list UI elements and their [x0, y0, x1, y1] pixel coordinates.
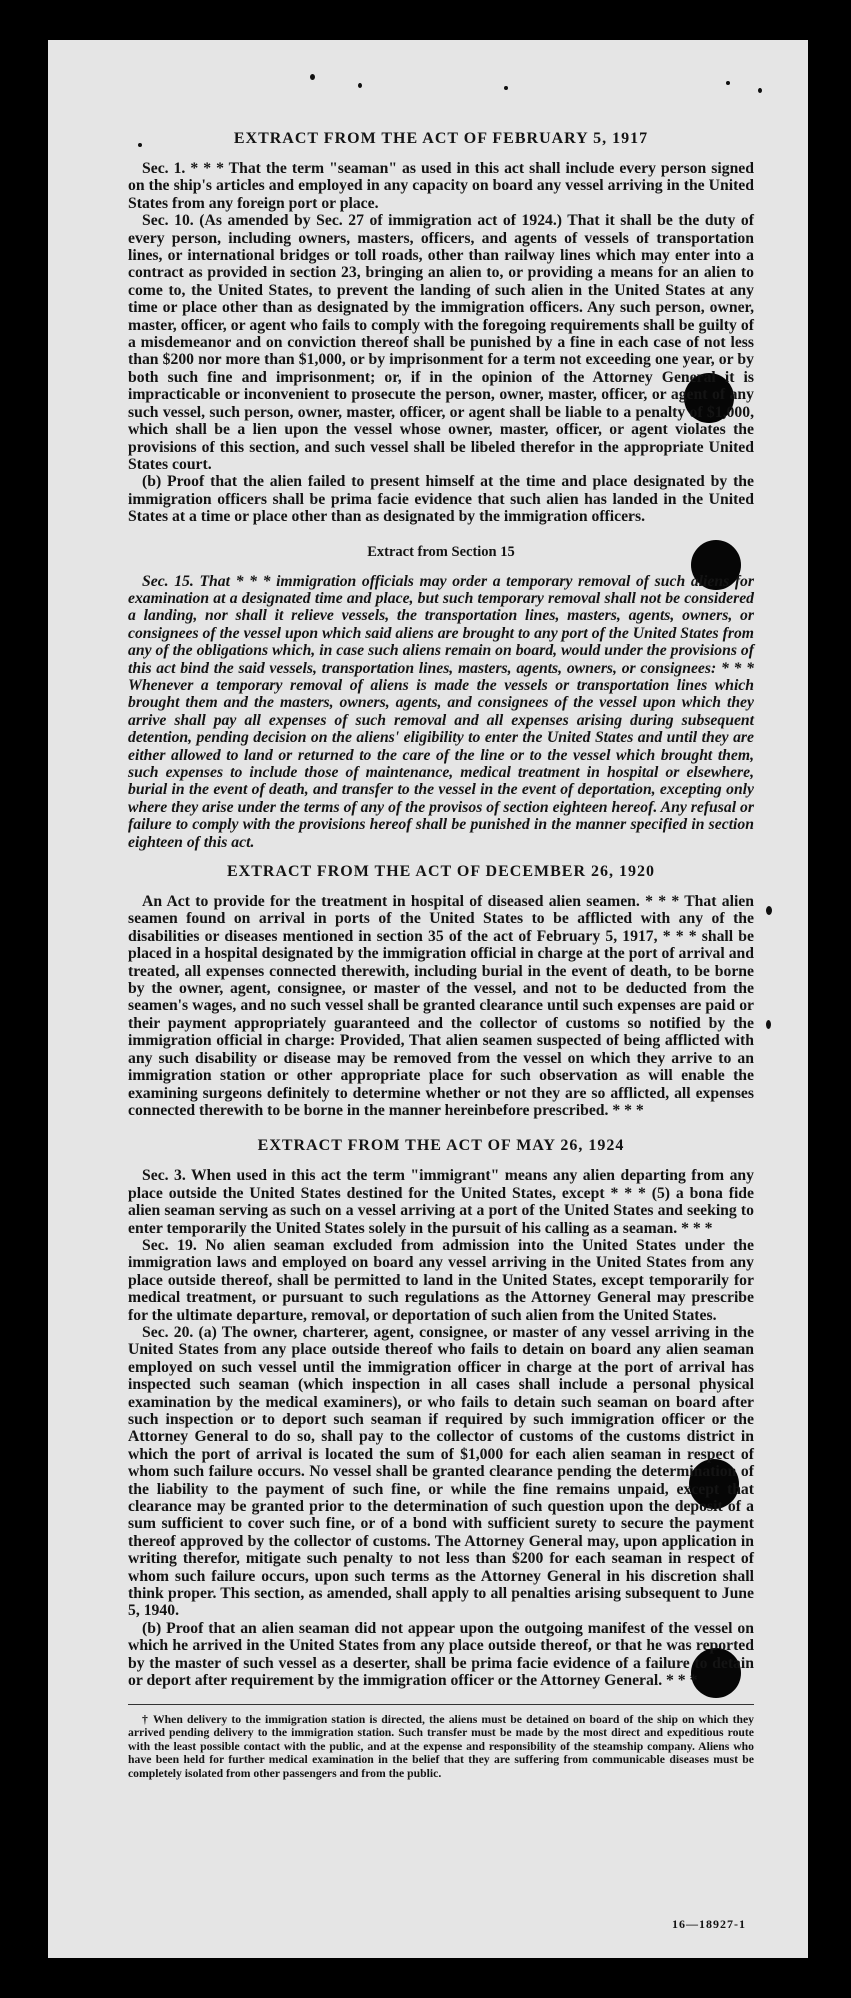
paragraph-sec-19: Sec. 19. No alien seaman excluded from admission into the United States under the immigration laws and employed on board any vessel arriving in the United States from any place outside thereof, shall be permitted to land in the United States, except temporarily for medical treatment, or pursuant to such regulations as the Attorney General may prescribe for the ultimate departure, removal, or deportation of such alien from the United States. — [128, 1236, 754, 1324]
paragraph-sec-1: Sec. 1. * * * That the term "seaman" as used in this act shall include every person signed on the ship's articles and employed in any capacity on board any vessel arriving in the United States from any foreign port or place. — [128, 160, 754, 212]
footnote-divider — [128, 1704, 754, 1705]
paragraph-sec-3: Sec. 3. When used in this act the term "immigrant" means any alien departing from any place outside the United States destined for the United States, except * * * (5) a bona fide alien seaman serving as such on a vessel arriving at a port of the United States and seeking to enter temporarily the United States solely in the pursuit of his calling as a seaman. * * * — [128, 1167, 754, 1237]
ink-speck — [358, 83, 362, 88]
ink-speck — [766, 906, 772, 915]
paragraph-sec-10: Sec. 10. (As amended by Sec. 27 of immigration act of 1924.) That it shall be the duty of every person, including owners, masters, officers, and agents of vessels of transportation lines, or international bridges or toll roads, other than railway lines which may enter into a contract as provided in section 23, bringing an alien to, or providing a means for an alien to come to, the United States, to prevent the landing of such alien in the United States at any time or place other than as designated by the immigration officers. Any such person, owner, master, officer, or agent who fails to comply with the foregoing requirements shall be guilty of a misdemeanor and on conviction thereof shall be punished by a fine in each case of not less than $200 nor more than $1,000, or by imprisonment for a term not exceeding one year, or by both such fine and imprisonment; or, if in the opinion of the Attorney General it is impracticable or inconvenient to prosecute the person, owner, master, officer, or agent of any such vessel, such person, owner, master, officer, or agent shall be liable to a penalty of $1,000, which shall be a lien upon the vessel whose owner, master, officer, or agent violates the provisions of this section, and such vessel shall be libeled therefor in the appropriate United States court. — [128, 212, 754, 473]
heading-act-1920: EXTRACT FROM THE ACT OF DECEMBER 26, 1920 — [226, 863, 655, 881]
heading-act-1924: EXTRACT FROM THE ACT OF MAY 26, 1924 — [257, 1137, 625, 1155]
ink-speck — [504, 86, 508, 90]
document-page — [48, 40, 808, 1958]
document-body — [128, 130, 754, 1780]
paragraph-sec-20-b: (b) Proof that an alien seaman did not appear upon the outgoing manifest of the vessel on which he arrived in the United States from any place outside thereof, or that he was reported by the master of such vessel as a deserter, shall be prima facie evidence of a failure to detain or deport after requirement by the immigration officer or the Attorney General. * * * — [128, 1619, 754, 1690]
ink-speck — [310, 74, 315, 80]
heading-act-1917: EXTRACT FROM THE ACT OF FEBRUARY 5, 1917 — [233, 130, 649, 147]
ink-speck — [758, 88, 762, 93]
paragraph-sec-20-a: Sec. 20. (a) The owner, charterer, agent, consignee, or master of any vessel arriving in the United States from any place outside thereof who fails to detain on board any alien seaman employed on such vessel until the immigration officer in charge at the port of arrival has inspected such seaman (which inspection in all cases shall include a personal physical examination by the medical examiners), or who fails to detain such seaman on board after such inspection or to deport such seaman if required by such immigration officer or the Attorney General to do so, shall pay to the collector of customs of the customs district in which the port of arrival is located the sum of $1,000 for each alien seaman in respect of whom such failure occurs. No vessel shall be granted clearance pending the determination of the liability to the payment of such fine, or while the fine remains unpaid, except that clearance may be granted prior to the determination of such question upon the deposit of a sum sufficient to cover such fine, or of a bond with sufficient surety to secure the payment thereof approved by the collector of customs. The Attorney General may, upon application in writing therefor, mitigate such penalty to not less than $200 for each seaman in respect of whom such failure occurs, upon such terms as the Attorney General in his discretion shall think proper. This section, as amended, shall apply to all penalties arising subsequent to June 5, 1940. — [128, 1323, 754, 1620]
ink-speck — [766, 1020, 771, 1029]
paragraph-sec-15: Sec. 15. That * * * immigration officials may order a temporary removal of such aliens for examination at a designated time and place, but such temporary removal shall not be considered a landing, nor shall it relieve vessels, the transportation lines, masters, agents, owners, or consignees of the vessel upon which said aliens are brought to any port of the United States from any of the obligations which, in case such aliens remain on board, would under the provisions of this act bind the said vessels, transportation lines, masters, agents, owners, or consignees: * * * Whenever a temporary removal of aliens is made the vessels or transportation lines which brought them and the masters, owners, agents, and consignees of the vessel upon which they arrive shall pay all expenses of such removal and all expenses arising during subsequent detention, pending decision on the aliens' eligibility to enter the United States and until they are either allowed to land or returned to the care of the line or to the vessel which brought them, such expenses to include those of maintenance, medical treatment in hospital or elsewhere, burial in the event of death, and transfer to the vessel in the event of deportation, excepting only where they arise under the terms of any of the provisos of section eighteen hereof. Any refusal or failure to comply with the provisions hereof shall be punished in the manner specified in section eighteen of this act. — [128, 572, 754, 851]
footnote: † When delivery to the immigration station is directed, the aliens must be detained on board of the ship on which they arrived pending delivery to the immigration station. Such transfer must be made by the most direct and expeditious route with the least possible contact with the public, and at the expense and responsibility of the steamship company. Aliens who have been held for further medical examination in the belief that they are suffering from communicable diseases must be completely isolated from other passengers and from the public. — [128, 1712, 754, 1780]
paragraph-act-1920: An Act to provide for the treatment in hospital of diseased alien seamen. * * * That alien seamen found on arrival in ports of the United States to be afflicted with any of the disabilities or diseases mentioned in section 35 of the act of February 5, 1917, * * * shall be placed in a hospital designated by the immigration official in charge at the port of arrival and treated, all expenses connected therewith, including burial in the event of death, to be borne by the owner, agent, consignee, or master of the vessel, and not to be deducted from the seamen's wages, and no such vessel shall be granted clearance until such expenses are paid or their payment appropriately guaranteed and the collector of customs so notified by the immigration official in charge: Provided, That alien seamen suspected of being afflicted with any such disability or disease may be removed from the vessel on which they arrive to an immigration station or other appropriate place for such observation as will enable the examining surgeons definitely to determine whether or not they are so afflicted, all expenses connected therewith to be borne in the manner hereinbefore prescribed. * * * — [128, 893, 754, 1119]
ink-speck — [726, 81, 730, 85]
document-number: 16—18927-1 — [672, 1917, 746, 1931]
heading-section-15: Extract from Section 15 — [367, 543, 515, 560]
paragraph-sec-10-b: (b) Proof that the alien failed to present himself at the time and place designated by the immigration officers shall be prima facie evidence that such alien has landed in the United States at a time or place other than as designated by the immigration officers. — [128, 473, 754, 526]
